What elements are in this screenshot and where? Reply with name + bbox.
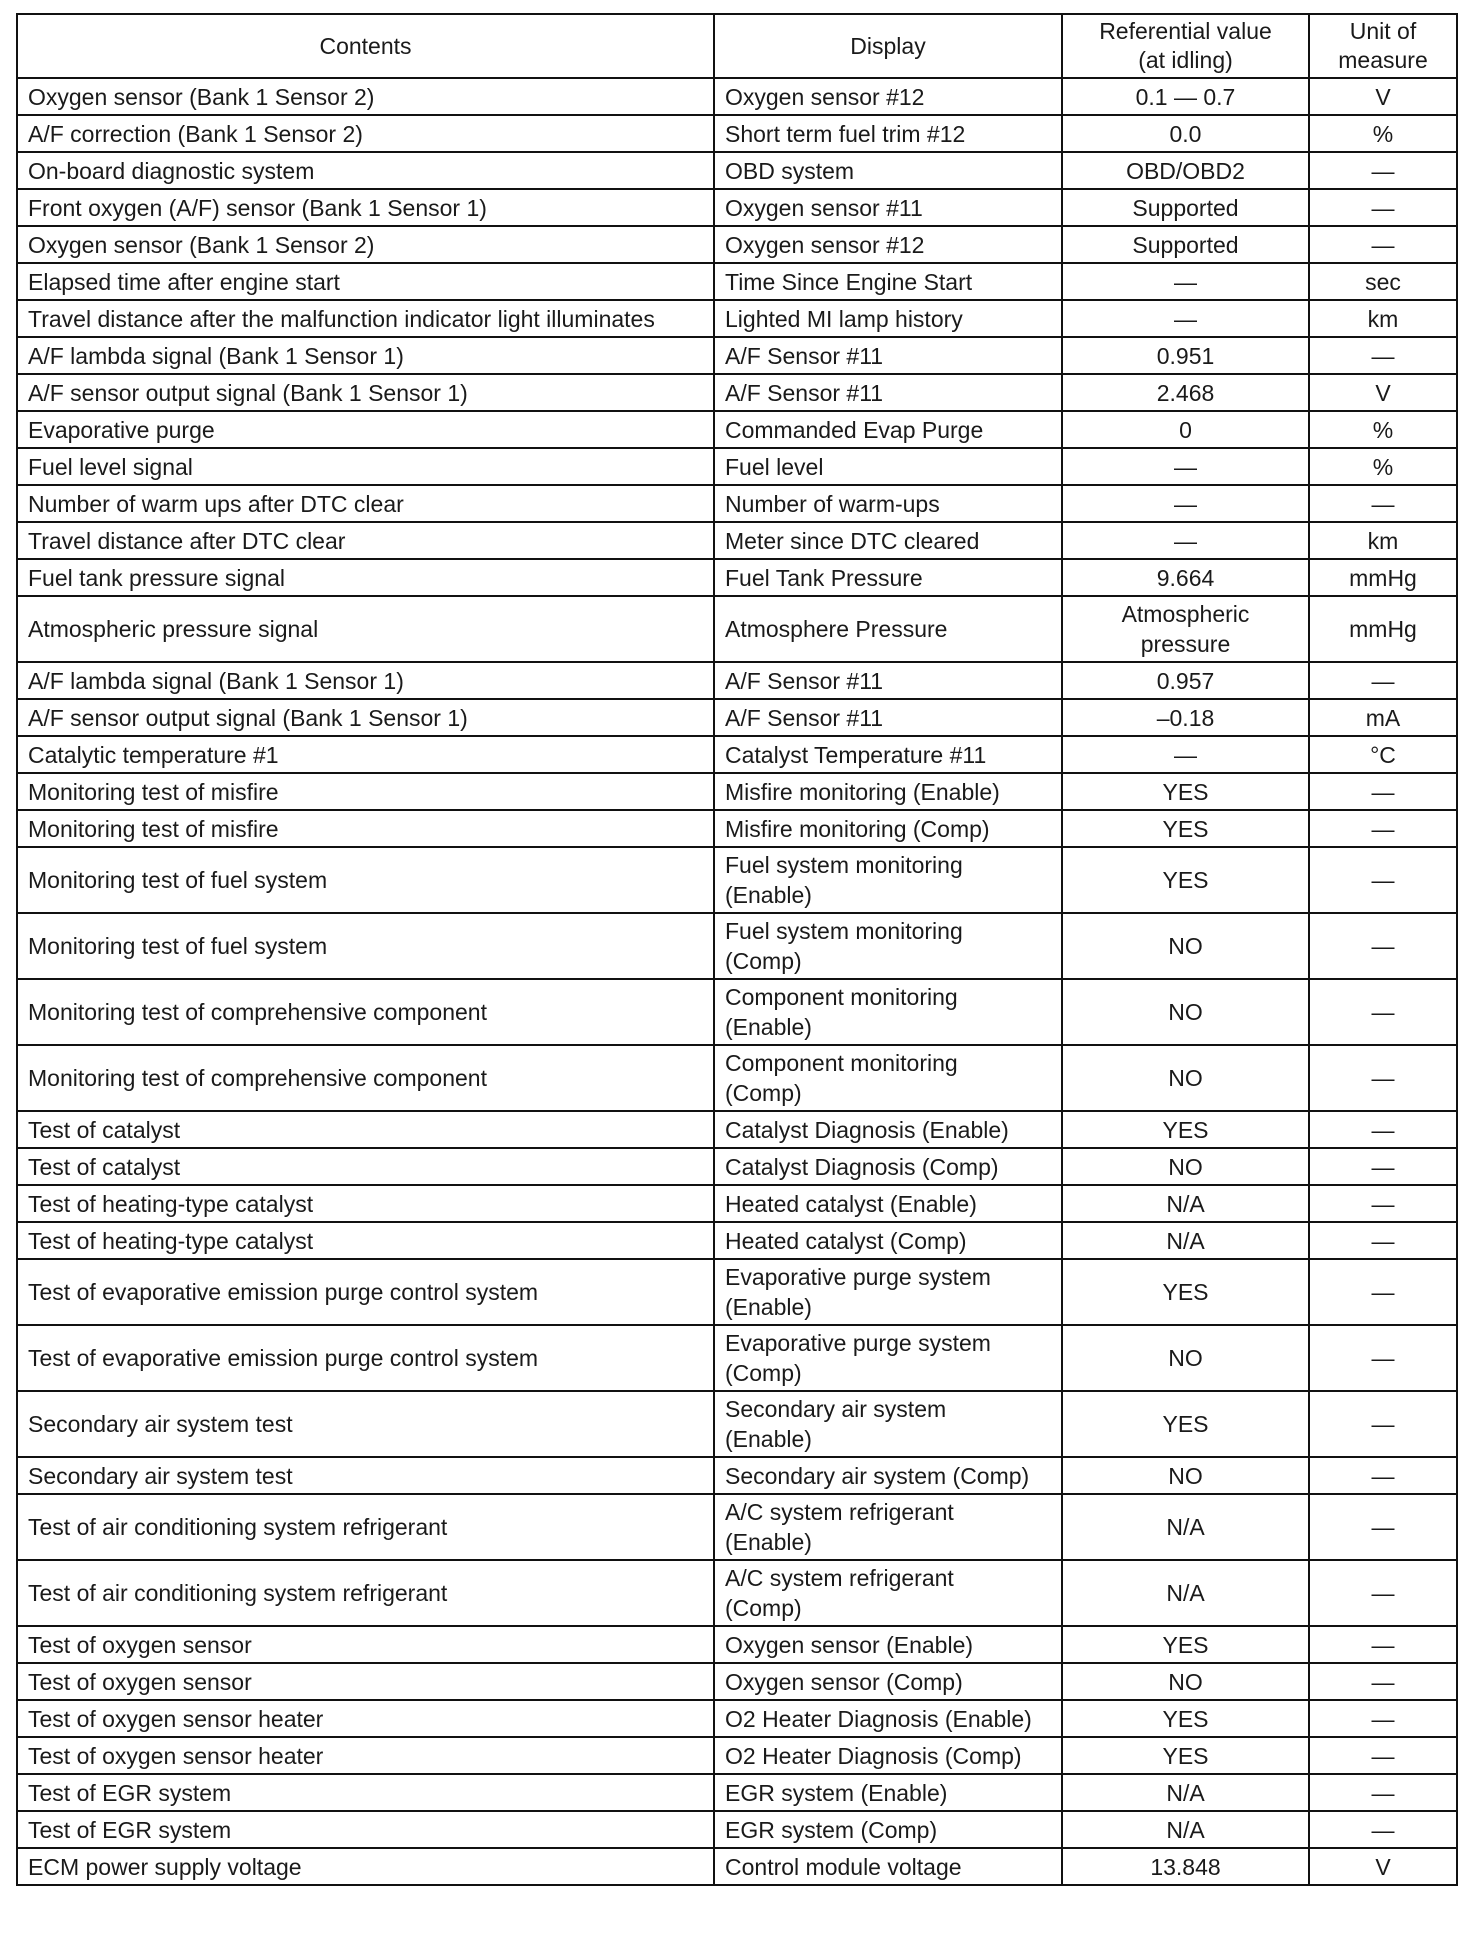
cell-contents: Monitoring test of misfire	[17, 810, 714, 847]
cell-referential-value: NO	[1062, 913, 1309, 979]
cell-referential-value: Supported	[1062, 189, 1309, 226]
table-row	[17, 1700, 1457, 1737]
cell-referential-value: 2.468	[1062, 374, 1309, 411]
cell-contents: Fuel level signal	[17, 448, 714, 485]
cell-contents: Secondary air system test	[17, 1457, 714, 1494]
data-monitor-table	[16, 13, 1458, 1886]
cell-display: Control module voltage	[714, 1848, 1062, 1885]
cell-display: OBD system	[714, 152, 1062, 189]
cell-referential-value: –0.18	[1062, 699, 1309, 736]
table-row	[17, 736, 1457, 773]
data-monitor-sheet	[16, 13, 1456, 1886]
cell-referential-value: 0	[1062, 411, 1309, 448]
cell-contents: Oxygen sensor (Bank 1 Sensor 2)	[17, 78, 714, 115]
cell-contents: Test of heating-type catalyst	[17, 1185, 714, 1222]
header-referential-value: Referential value (at idling)	[1062, 14, 1309, 78]
cell-contents: Test of catalyst	[17, 1148, 714, 1185]
table-row	[17, 226, 1457, 263]
cell-referential-value: NO	[1062, 979, 1309, 1045]
table-row	[17, 78, 1457, 115]
cell-unit: —	[1309, 485, 1457, 522]
cell-unit: mA	[1309, 699, 1457, 736]
cell-contents: Test of air conditioning system refrigerant	[17, 1494, 714, 1560]
cell-referential-value: —	[1062, 263, 1309, 300]
cell-unit: —	[1309, 1259, 1457, 1325]
table-row	[17, 411, 1457, 448]
cell-unit: —	[1309, 1494, 1457, 1560]
table-row	[17, 448, 1457, 485]
cell-contents: A/F correction (Bank 1 Sensor 2)	[17, 115, 714, 152]
cell-display: O2 Heater Diagnosis (Enable)	[714, 1700, 1062, 1737]
table-row	[17, 1111, 1457, 1148]
cell-display: A/F Sensor #11	[714, 374, 1062, 411]
table-row	[17, 913, 1457, 979]
table-row	[17, 979, 1457, 1045]
cell-contents: Monitoring test of comprehensive component	[17, 979, 714, 1045]
cell-unit: mmHg	[1309, 596, 1457, 662]
cell-display: Oxygen sensor #11	[714, 189, 1062, 226]
cell-display: Catalyst Diagnosis (Enable)	[714, 1111, 1062, 1148]
cell-unit: —	[1309, 1774, 1457, 1811]
table-row	[17, 1848, 1457, 1885]
table-row	[17, 374, 1457, 411]
cell-display: Secondary air system (Enable)	[714, 1391, 1062, 1457]
cell-referential-value: YES	[1062, 810, 1309, 847]
cell-display: Oxygen sensor (Enable)	[714, 1626, 1062, 1663]
cell-contents: Travel distance after DTC clear	[17, 522, 714, 559]
table-body	[17, 78, 1457, 1885]
cell-unit: —	[1309, 1185, 1457, 1222]
cell-contents: Number of warm ups after DTC clear	[17, 485, 714, 522]
cell-display: Fuel level	[714, 448, 1062, 485]
cell-unit: —	[1309, 1737, 1457, 1774]
cell-display: EGR system (Enable)	[714, 1774, 1062, 1811]
cell-contents: Test of air conditioning system refrigerant	[17, 1560, 714, 1626]
cell-unit: %	[1309, 115, 1457, 152]
cell-display: Misfire monitoring (Enable)	[714, 773, 1062, 810]
table-row	[17, 263, 1457, 300]
cell-referential-value: NO	[1062, 1457, 1309, 1494]
table-row	[17, 300, 1457, 337]
cell-referential-value: YES	[1062, 1626, 1309, 1663]
cell-unit: —	[1309, 1457, 1457, 1494]
cell-display: Fuel Tank Pressure	[714, 559, 1062, 596]
cell-display: EGR system (Comp)	[714, 1811, 1062, 1848]
cell-referential-value: YES	[1062, 1111, 1309, 1148]
table-row	[17, 1222, 1457, 1259]
cell-referential-value: 13.848	[1062, 1848, 1309, 1885]
cell-unit: km	[1309, 522, 1457, 559]
cell-unit: —	[1309, 152, 1457, 189]
header-contents: Contents	[17, 14, 714, 78]
cell-contents: Catalytic temperature #1	[17, 736, 714, 773]
cell-display: A/C system refrigerant (Enable)	[714, 1494, 1062, 1560]
table-row	[17, 662, 1457, 699]
cell-contents: Oxygen sensor (Bank 1 Sensor 2)	[17, 226, 714, 263]
cell-display: Fuel system monitoring (Enable)	[714, 847, 1062, 913]
cell-unit: —	[1309, 1045, 1457, 1111]
table-row	[17, 596, 1457, 662]
cell-unit: —	[1309, 979, 1457, 1045]
table-row	[17, 847, 1457, 913]
cell-unit: —	[1309, 1700, 1457, 1737]
table-row	[17, 1045, 1457, 1111]
cell-referential-value: —	[1062, 448, 1309, 485]
cell-contents: Travel distance after the malfunction indicator light illuminates	[17, 300, 714, 337]
cell-unit: —	[1309, 189, 1457, 226]
cell-contents: Monitoring test of fuel system	[17, 847, 714, 913]
cell-unit: —	[1309, 1325, 1457, 1391]
cell-contents: Test of oxygen sensor	[17, 1663, 714, 1700]
cell-contents: Test of EGR system	[17, 1774, 714, 1811]
table-row	[17, 1325, 1457, 1391]
cell-display: A/F Sensor #11	[714, 699, 1062, 736]
cell-referential-value: —	[1062, 485, 1309, 522]
cell-display: Lighted MI lamp history	[714, 300, 1062, 337]
cell-referential-value: 0.1 — 0.7	[1062, 78, 1309, 115]
cell-display: Catalyst Temperature #11	[714, 736, 1062, 773]
cell-unit: —	[1309, 1111, 1457, 1148]
cell-unit: —	[1309, 337, 1457, 374]
cell-display: Evaporative purge system (Comp)	[714, 1325, 1062, 1391]
cell-display: Time Since Engine Start	[714, 263, 1062, 300]
cell-contents: A/F lambda signal (Bank 1 Sensor 1)	[17, 337, 714, 374]
cell-contents: Test of heating-type catalyst	[17, 1222, 714, 1259]
cell-contents: A/F sensor output signal (Bank 1 Sensor 1)	[17, 699, 714, 736]
cell-unit: V	[1309, 78, 1457, 115]
cell-referential-value: YES	[1062, 1259, 1309, 1325]
cell-contents: Monitoring test of comprehensive component	[17, 1045, 714, 1111]
cell-unit: %	[1309, 448, 1457, 485]
cell-referential-value: YES	[1062, 1391, 1309, 1457]
cell-referential-value: N/A	[1062, 1494, 1309, 1560]
cell-unit: —	[1309, 1148, 1457, 1185]
cell-display: Heated catalyst (Enable)	[714, 1185, 1062, 1222]
cell-contents: Evaporative purge	[17, 411, 714, 448]
cell-referential-value: 0.0	[1062, 115, 1309, 152]
cell-display: Meter since DTC cleared	[714, 522, 1062, 559]
cell-display: Catalyst Diagnosis (Comp)	[714, 1148, 1062, 1185]
header-display: Display	[714, 14, 1062, 78]
cell-contents: Secondary air system test	[17, 1391, 714, 1457]
cell-unit: —	[1309, 773, 1457, 810]
cell-referential-value: OBD/OBD2	[1062, 152, 1309, 189]
cell-referential-value: —	[1062, 736, 1309, 773]
cell-unit: —	[1309, 1811, 1457, 1848]
cell-contents: Monitoring test of fuel system	[17, 913, 714, 979]
cell-unit: —	[1309, 1391, 1457, 1457]
cell-unit: —	[1309, 1560, 1457, 1626]
cell-contents: Test of oxygen sensor heater	[17, 1700, 714, 1737]
cell-display: O2 Heater Diagnosis (Comp)	[714, 1737, 1062, 1774]
cell-unit: %	[1309, 411, 1457, 448]
cell-unit: —	[1309, 810, 1457, 847]
table-row	[17, 1457, 1457, 1494]
cell-display: A/F Sensor #11	[714, 662, 1062, 699]
cell-unit: V	[1309, 374, 1457, 411]
table-row	[17, 115, 1457, 152]
cell-unit: km	[1309, 300, 1457, 337]
table-row	[17, 699, 1457, 736]
table-row	[17, 1259, 1457, 1325]
cell-unit: °C	[1309, 736, 1457, 773]
cell-referential-value: NO	[1062, 1148, 1309, 1185]
table-row	[17, 1811, 1457, 1848]
cell-display: Number of warm-ups	[714, 485, 1062, 522]
cell-referential-value: 9.664	[1062, 559, 1309, 596]
cell-unit: —	[1309, 847, 1457, 913]
table-row	[17, 1494, 1457, 1560]
cell-referential-value: Supported	[1062, 226, 1309, 263]
cell-referential-value: YES	[1062, 1737, 1309, 1774]
table-row	[17, 810, 1457, 847]
cell-display: Oxygen sensor #12	[714, 78, 1062, 115]
cell-display: Short term fuel trim #12	[714, 115, 1062, 152]
cell-unit: —	[1309, 226, 1457, 263]
cell-unit: —	[1309, 1663, 1457, 1700]
table-row	[17, 1737, 1457, 1774]
cell-referential-value: 0.951	[1062, 337, 1309, 374]
cell-referential-value: N/A	[1062, 1222, 1309, 1259]
table-row	[17, 485, 1457, 522]
cell-unit: —	[1309, 1626, 1457, 1663]
cell-contents: Test of EGR system	[17, 1811, 714, 1848]
cell-display: Evaporative purge system (Enable)	[714, 1259, 1062, 1325]
table-row	[17, 189, 1457, 226]
cell-display: Oxygen sensor (Comp)	[714, 1663, 1062, 1700]
cell-display: Oxygen sensor #12	[714, 226, 1062, 263]
cell-display: A/C system refrigerant (Comp)	[714, 1560, 1062, 1626]
cell-contents: A/F sensor output signal (Bank 1 Sensor 1)	[17, 374, 714, 411]
cell-referential-value: N/A	[1062, 1560, 1309, 1626]
cell-contents: Monitoring test of misfire	[17, 773, 714, 810]
table-header	[17, 14, 1457, 78]
table-row	[17, 1626, 1457, 1663]
table-row	[17, 773, 1457, 810]
cell-contents: Fuel tank pressure signal	[17, 559, 714, 596]
cell-referential-value: Atmospheric pressure	[1062, 596, 1309, 662]
cell-referential-value: —	[1062, 522, 1309, 559]
cell-unit: —	[1309, 913, 1457, 979]
table-row	[17, 1185, 1457, 1222]
cell-referential-value: NO	[1062, 1663, 1309, 1700]
cell-contents: Elapsed time after engine start	[17, 263, 714, 300]
cell-referential-value: —	[1062, 300, 1309, 337]
cell-unit: —	[1309, 662, 1457, 699]
table-row	[17, 559, 1457, 596]
cell-unit: V	[1309, 1848, 1457, 1885]
cell-display: Misfire monitoring (Comp)	[714, 810, 1062, 847]
table-row	[17, 1560, 1457, 1626]
cell-referential-value: YES	[1062, 847, 1309, 913]
cell-referential-value: NO	[1062, 1325, 1309, 1391]
cell-contents: Test of oxygen sensor heater	[17, 1737, 714, 1774]
cell-display: A/F Sensor #11	[714, 337, 1062, 374]
table-row	[17, 1148, 1457, 1185]
cell-display: Atmosphere Pressure	[714, 596, 1062, 662]
cell-contents: On-board diagnostic system	[17, 152, 714, 189]
cell-display: Component monitoring (Enable)	[714, 979, 1062, 1045]
table-row	[17, 1774, 1457, 1811]
cell-referential-value: NO	[1062, 1045, 1309, 1111]
cell-display: Component monitoring (Comp)	[714, 1045, 1062, 1111]
header-unit-of-measure: Unit of measure	[1309, 14, 1457, 78]
header-row	[17, 14, 1457, 78]
cell-display: Heated catalyst (Comp)	[714, 1222, 1062, 1259]
cell-referential-value: N/A	[1062, 1774, 1309, 1811]
cell-contents: A/F lambda signal (Bank 1 Sensor 1)	[17, 662, 714, 699]
table-row	[17, 1663, 1457, 1700]
cell-unit: —	[1309, 1222, 1457, 1259]
cell-display: Fuel system monitoring (Comp)	[714, 913, 1062, 979]
cell-referential-value: N/A	[1062, 1811, 1309, 1848]
table-row	[17, 152, 1457, 189]
cell-referential-value: YES	[1062, 1700, 1309, 1737]
cell-display: Secondary air system (Comp)	[714, 1457, 1062, 1494]
cell-referential-value: 0.957	[1062, 662, 1309, 699]
cell-contents: Test of catalyst	[17, 1111, 714, 1148]
cell-display: Commanded Evap Purge	[714, 411, 1062, 448]
table-row	[17, 337, 1457, 374]
cell-contents: Test of evaporative emission purge control system	[17, 1325, 714, 1391]
cell-contents: Test of oxygen sensor	[17, 1626, 714, 1663]
cell-referential-value: YES	[1062, 773, 1309, 810]
cell-contents: Atmospheric pressure signal	[17, 596, 714, 662]
cell-unit: sec	[1309, 263, 1457, 300]
cell-contents: Front oxygen (A/F) sensor (Bank 1 Sensor 1)	[17, 189, 714, 226]
cell-contents: ECM power supply voltage	[17, 1848, 714, 1885]
cell-contents: Test of evaporative emission purge control system	[17, 1259, 714, 1325]
cell-unit: mmHg	[1309, 559, 1457, 596]
table-row	[17, 1391, 1457, 1457]
table-row	[17, 522, 1457, 559]
cell-referential-value: N/A	[1062, 1185, 1309, 1222]
